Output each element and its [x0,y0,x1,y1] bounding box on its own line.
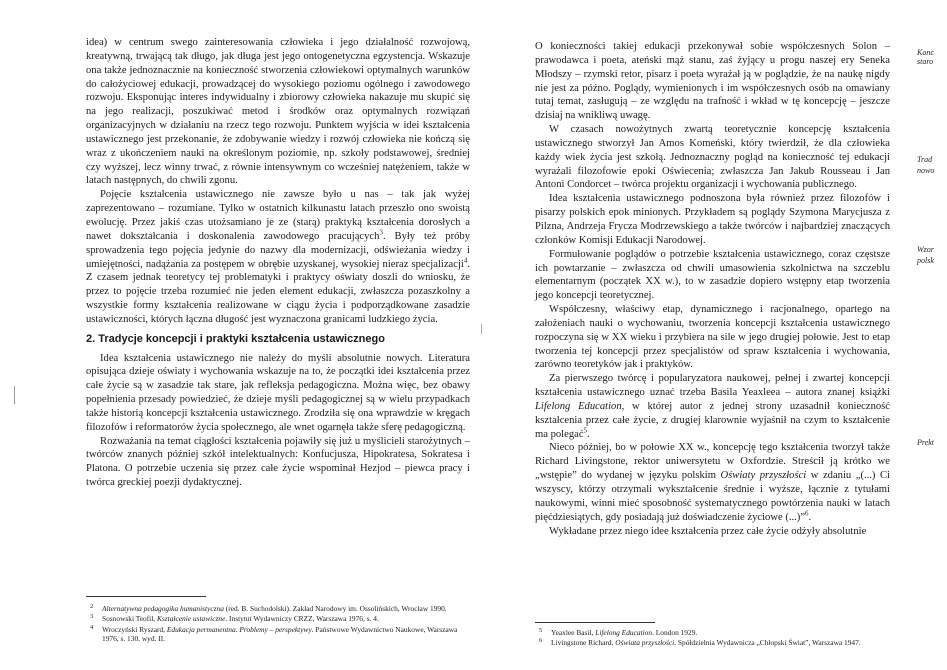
right-page [475,0,947,670]
footnote-title: Kształcenie ustawiczne [157,614,226,624]
footnote-text: . Instytut Wydawniczy CRZZ, Warszawa 1976, s. 4. [225,614,379,624]
paragraph [535,372,890,441]
paragraph: O konieczności takiej edukacji przekonywał sobie współczesnych Solon – prawodawca i poeta, ateński mąż stanu, zaś żyjący u progu naszej ery Seneka Młodszy – rzymski retor, pisarz i poeta wyrażał ją w poglądzie, że na naukę nigdy nie jest za późno. Poglądy, wymienionych i im współczesnych osób na omawiany tutaj temat, zasługują – ze względu na trafność i wkład w tę koncepcję – jeszcze dzisiaj na wnikliwą uwagę. [535,41,890,122]
footnote-title: Alternatywna pedagogika humanistyczna [102,604,224,613]
footnote [86,614,470,623]
footnote-divider [86,596,206,597]
footnote [535,628,890,637]
paragraph-text: Pojęcie kształcenia ustawicznego nie zawsze było u nas – tak jak wyżej zaprezentowano – rozumiane. Tylko w ostatnich kilkunastu latach przeszło ono swoistą ewolucję. Przez jakiś czas utożsamiano je ze (starą) praktyką kształcenia dorosłych a nawet dokształcania i doskonalenia zawodowego pracujących [86,189,470,242]
paragraph-text: . [808,511,812,523]
paragraph-text: w zdaniu „(...) Ci wszyscy, którzy otrzymali wykształcenie średnie i wyższe, łącznie z tytułami naukowymi, winni mieć sposobność systematycznego powtórzenia nauki w latach pięćdziesiątych, gdy posiadają już doświadczenie życiowe (...)” [535,470,890,523]
margin-note: Prekt [917,438,935,447]
margin-note: staro [917,57,934,66]
left-page-body [86,36,470,490]
paragraph: idea) w centrum swego zainteresowania człowieka i jego działalność rozwojową, kreatywną, trwającą tak długo, jak długa jest jego ontogenetyczna egzystencja. Wskazuje ona także jednoznacznie na konieczność stworzenia człowiekowi optymalnych warunków do całożyciowej edukacji, prowadzącej do wysokiego poziomu ogólnego i zawodowego rozwoju. Eksponując interes indywidualny i zbiorowy człowieka nakazuje mu skupić się na jego realizacji, poszukiwać metod i środków oraz optymalnych rozwiązań organizacyjnych w działaniu na rzecz tego rozwoju. Punktem wyjścia w idei kształcenia ustawicznego jest przekonanie, że zdobywanie wiedzy i rozwój człowieka nie kończą się wraz z ukończeniem nauki na określonym poziomie, np. szkoły podstawowej, średniej czy wyższej, lecz winny trwać, z równie intensywnym co wcześniej natężeniem, także w latach następnych, do chwili zgonu. [86,37,470,187]
margin-note: Trad [917,155,933,164]
paragraph [535,441,890,524]
paragraph: W czasach nowożytnych zwartą teoretycznie koncepcję kształcenia ustawicznego stworzył Jan Amos Komeński, który twierdził, że dla człowieka każdy wiek życia jest szkołą. Jednoznaczny pogląd na konieczność tej edukacji wyrażali filozofowie epoki Oświecenia; zwłaszcza Jan Jakub Rousseau i Jan Antoni Condorcet – twórca projektu organizacji i wychowania publicznego. [535,124,890,191]
footnote-ref[interactable]: 5 [583,426,588,435]
footnotes [86,604,470,645]
paragraph: Wykładane przez niego idee kształcenia przez całe życie odżyły absolutnie [549,525,867,537]
paragraph-text: Za pierwszego twórcę i popularyzatora naukowej, pełnej i zwartej koncepcji kształcenia ustawicznego uznać trzeba Basila Yeaxleea – autora znanej książki [535,373,890,399]
footnote-author: Wroczyński Ryszard, [102,624,167,634]
paragraph: Rozważania na temat ciągłości kształcenia pojawiły się już u myślicieli starożytnych – twórców znanych później szkół intelektualnych: Konfucjusza, Hipokratesa, Sokratesa i Platona. O potrzebie uczenia się przez całe życie wspominał Hezjod – piewca pracy i twórca greckiej poezji dydaktycznej. [86,435,470,489]
section-heading: 2. Tradycje koncepcji i praktyki kształcenia ustawicznego [86,332,385,345]
footnote-text: . London 1929. [652,628,698,637]
paragraph-text: . [587,428,590,440]
footnote-ref[interactable]: 4 [463,255,468,264]
footnote [86,625,470,644]
footnote-number: 4 [90,623,94,631]
paragraph [86,188,470,326]
footnote-author: Sosnowski Teofil, [102,614,157,624]
footnote [535,638,890,647]
paragraph-text: Nieco później, bo w połowie XX w., koncepcję tego kształcenia tworzył także Richard Livingstone, rektor uniwersytetu w Oxfordzie. Streścił ją krótko we „wstępie” do wydanej w języku polskim [535,442,890,482]
footnote-divider [535,622,655,623]
paragraph: Idea kształcenia ustawicznego podnoszona była również przez filozofów i pisarzy polskich epok minionych. Przykładem są poglądy Szymona Marycjusza z Pilzna, Andrzeja Frycza Modrzewskiego a także twórców i najbardziej znaczących członków Komisji Edukacji Narodowej. [535,193,890,246]
paragraph-text: . Z czasem jednak teoretycy tej problematyki i praktycy oświaty doszli do wniosku, że przez to pojęcie trzeba rozumieć nie jeden element edukacji, zwłaszcza pozaszkolny a wszystkie formy kształcenia realizowane w ciągu życia i podporządkowane zasadzie ustawiczności, których łączna długość jest wyznaczona granicami ludzkiego życia. [86,258,470,325]
scan-mark [14,386,15,404]
book-title: Lifelong Education [535,400,622,412]
margin-note: polsk [917,256,934,265]
footnote [86,604,470,613]
footnote-title: Edukacja permanentna. Problemy – perspektywy [166,624,312,634]
footnote-author: Yeaxlee Basil, [551,628,596,637]
footnote-title: Lifelong Education [595,628,653,637]
footnotes [535,628,890,649]
footnote-number: 6 [539,637,543,645]
book-title: Oświaty przyszłości [720,470,807,482]
paragraph: Idea kształcenia ustawicznego nie należy do myśli absolutnie nowych. Literatura opisująca dzieje oświaty i wychowania wskazuje na to, że początki idei kształcenia przez całe życie są w zasadzie tak stare, jak refleksja pedagogiczna. Można więc, bez obawy popełnienia przesady powiedzieć, że dzieje myśli pedagogicznej są w wielu przypadkach także historią koncepcji kształcenia ustawicznego. Zrodziła się ona wprawdzie w kręgach filozofów i reformatorów życia społecznego, ale wnet ogarnęła także sferę pedagogiczną. [86,352,470,433]
footnote-ref[interactable]: 3 [379,228,383,237]
footnote-number: 5 [539,627,543,634]
footnote-author: Livingstone Richard, [551,638,616,648]
footnote-number: 3 [90,613,94,621]
footnote-text: . Państwowe Wydawnictwo Naukowe, Warszawa 1976, s. 130, wyd. II. [102,624,458,644]
footnote-text: . Spółdzielnia Wydawnicza „Chłopski Świat”, Warszawa 1947. [674,638,861,648]
footnote-text: (red. B. Suchodolski). Zakład Narodowy im. Ossolińskich, Wrocław 1990. [223,604,447,613]
margin-note: Wzor [917,245,934,254]
footnote-number: 2 [90,603,94,610]
footnote-ref[interactable]: 6 [805,509,809,518]
paragraph: Współczesny, właściwy etap, dynamicznego i racjonalnego, opartego na założeniach nauki o wychowaniu, tworzenia koncepcji kształcenia ustawicznego rozpoczyna się w XX wieku i przybiera na sile w jego drugiej połowie. Jest to etap tworzenia tej koncepcji przez specjalistów od spraw kształcenia i wychowania, zarówno teoretyków jak i praktyków. [535,304,890,371]
margin-note: nowo [917,166,935,175]
right-page-body [535,40,890,538]
paragraph: Formułowanie poglądów o potrzebie kształcenia ustawicznego, coraz częstsze ich powtarzanie – zwłaszcza od chwili umasowienia szkolnictwa na szczeblu elementarnym (początek XX w.), to w zasadzie dopiero wstępny etap tworzenia jego koncepcji teoretycznej. [535,248,890,302]
margin-note: Konc [917,48,934,57]
paragraph-text: . Były też próby sprowadzenia tego pojęcia jedynie do nazwy dla modernizacji, odświeżania wiedzy i umiejętności, nadążania za postępem w obrębie uzyskanej, wysokiej nieraz specjalizacji [86,230,470,270]
paragraph-text: , w której autor z jednej strony uzasadnił konieczność kształcenia przez całe życie, z drugiej klarownie wyjaśnił na czym to kształcenie ma polegać [535,400,890,440]
footnote-title: Oświata przyszłości [615,638,675,648]
